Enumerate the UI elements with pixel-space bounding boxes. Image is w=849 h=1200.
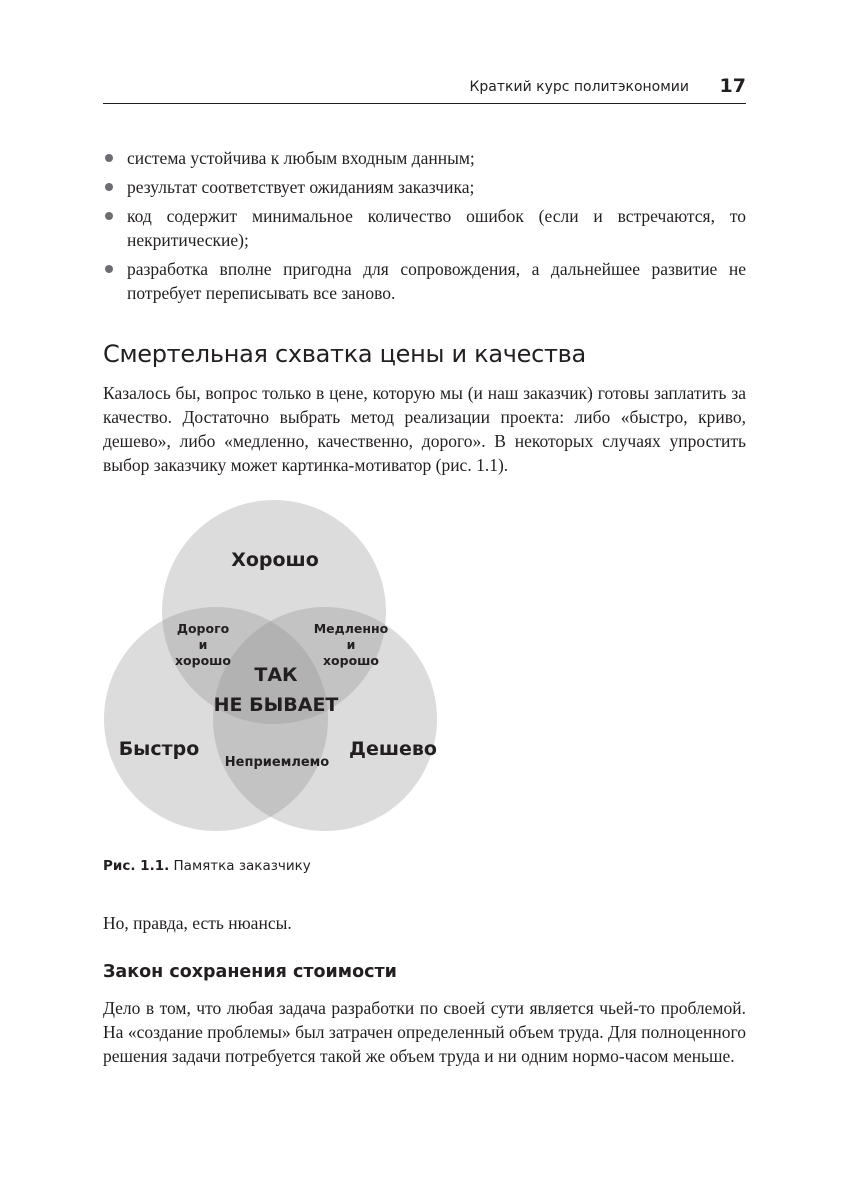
list-item	[103, 257, 746, 305]
subsection-heading: Закон сохранения стоимости	[103, 962, 397, 982]
venn-overlap-top-left-line-2: и	[198, 637, 208, 652]
venn-overlap-top-right-line-2: и	[346, 637, 356, 652]
list-item	[103, 175, 746, 199]
section-heading: Смертельная схватка цены и качества	[103, 340, 586, 368]
list-item-text: код содержит минимальное количество ошибок (если и встречаются, то некритические);	[127, 206, 746, 250]
list-item-text: система устойчива к любым входным данным;	[127, 148, 475, 168]
page-number: 17	[719, 75, 746, 97]
figure-caption	[103, 858, 311, 874]
venn-overlap-top-left-line-3: хорошо	[174, 653, 232, 668]
venn-label-top: Хорошо	[231, 549, 319, 571]
venn-overlap-top-right-line-1: Медленно	[313, 621, 389, 636]
venn-center-line-2: НЕ БЫВАЕТ	[213, 694, 339, 716]
figure-caption-label: Рис. 1.1.	[103, 858, 170, 874]
bullet-dot-icon	[105, 212, 113, 220]
list-item	[103, 146, 746, 170]
venn-label-left: Быстро	[118, 738, 200, 760]
running-title: Краткий курс политэкономии	[469, 79, 689, 95]
venn-circle-right	[213, 607, 437, 831]
venn-overlap-top-left-line-1: Дорого	[176, 621, 230, 636]
figure-caption-text: Памятка заказчику	[169, 858, 311, 874]
list-item-text: результат соответствует ожиданиям заказчика;	[127, 177, 475, 197]
venn-svg	[100, 500, 440, 846]
list-item	[103, 204, 746, 252]
paragraph: Но, правда, есть нюансы.	[103, 913, 292, 933]
bullet-list	[103, 146, 746, 310]
paragraph: Казалось бы, вопрос только в цене, которую мы (и наш заказчик) готовы заплатить за качество. Достаточно выбрать метод реализации проекта: либо «быстро, криво, дешево», либо «медленно, качественно, дорого». В некоторых случаях упростить выбор заказчику может картинка-мотиватор (рис. 1.1).	[103, 383, 746, 475]
bullet-dot-icon	[105, 265, 113, 273]
bullet-dot-icon	[105, 154, 113, 162]
venn-overlap-bottom: Неприемлемо	[224, 755, 330, 770]
venn-overlap-top-right-line-3: хорошо	[322, 653, 380, 668]
list-item-text: разработка вполне пригодна для сопровождения, а дальнейшее развитие не потребует переписывать все заново.	[127, 259, 746, 303]
paragraph: Дело в том, что любая задача разработки по своей сути является чьей-то проблемой. На «создание проблемы» был затрачен определенный объем труда. Для полноценного решения задачи потребуется такой же объем труда и ни одним нормо-часом меньше.	[103, 998, 746, 1066]
venn-diagram	[100, 500, 440, 846]
running-header	[103, 74, 746, 104]
venn-center-line-1: ТАК	[254, 664, 298, 686]
bullet-dot-icon	[105, 183, 113, 191]
venn-label-right: Дешево	[349, 738, 437, 760]
